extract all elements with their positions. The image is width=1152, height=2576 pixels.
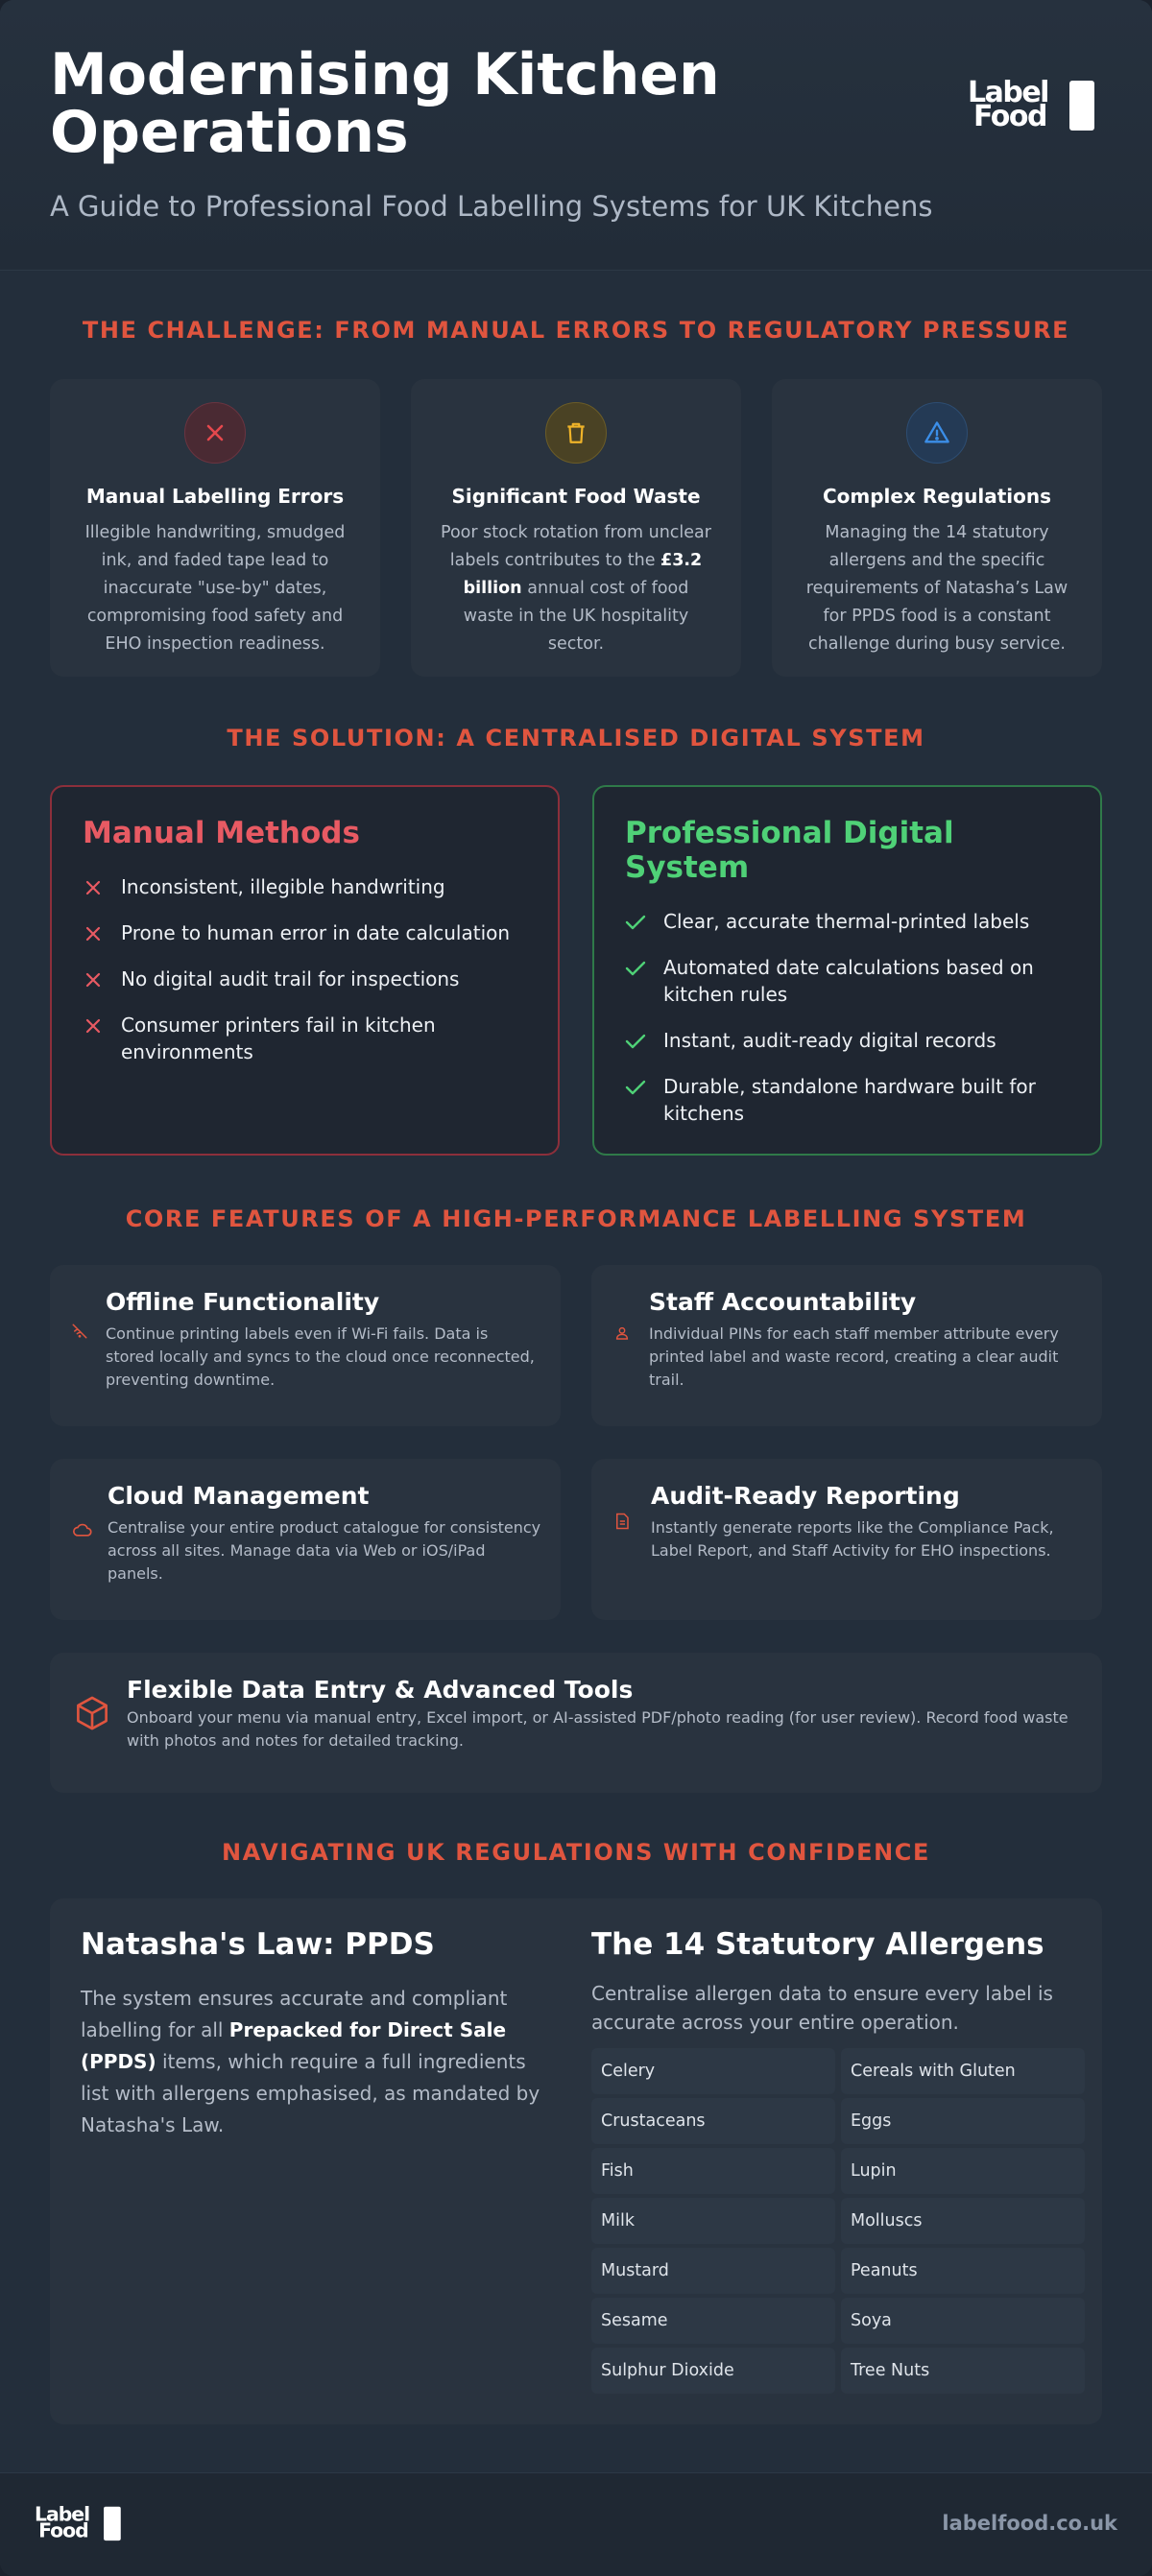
feature-text: Centralise your entire product catalogue for consistency across all sites. Manage data via Web or iOS/iPad panels. bbox=[108, 1518, 541, 1583]
warning-icon bbox=[906, 402, 968, 464]
list-item bbox=[83, 1012, 527, 1065]
natasha-law-text-part: The system ensures accurate and compliant labelling for all bbox=[81, 1987, 508, 2041]
header bbox=[0, 0, 1152, 271]
regulations-panel bbox=[50, 1898, 1102, 2424]
feature-text: Onboard your menu via manual entry, Excel import, or AI-assisted PDF/photo reading (for user review). Record food waste with photos and notes for detailed tracking. bbox=[127, 1708, 1068, 1750]
feature-title: Cloud Management bbox=[108, 1482, 370, 1510]
allergens-title: The 14 Statutory Allergens bbox=[591, 1927, 1044, 1962]
list-item bbox=[83, 919, 527, 946]
no-wifi-icon bbox=[71, 1323, 88, 1344]
logo-label-shape bbox=[1069, 81, 1094, 131]
list-item-text: Clear, accurate thermal-printed labels bbox=[663, 910, 1030, 933]
cross-icon bbox=[83, 925, 104, 942]
section-heading-challenge: THE CHALLENGE: FROM MANUAL ERRORS TO REGULATORY PRESSURE bbox=[82, 317, 1070, 344]
section-heading-solution: THE SOLUTION: A CENTRALISED DIGITAL SYSTEM bbox=[227, 725, 925, 751]
logo-label-shape bbox=[104, 2507, 121, 2540]
challenge-card-errors bbox=[50, 379, 380, 677]
allergen-item: Cereals with Gluten bbox=[841, 2048, 1085, 2094]
list-item-text: Inconsistent, illegible handwriting bbox=[121, 875, 445, 898]
manual-methods-card bbox=[50, 785, 560, 1156]
feature-title: Offline Functionality bbox=[106, 1288, 380, 1316]
list-item-text: Consumer printers fail in kitchen environments bbox=[121, 1014, 436, 1063]
allergen-item: Peanuts bbox=[841, 2248, 1085, 2294]
challenge-title: Complex Regulations bbox=[822, 485, 1052, 508]
challenge-text-part: annual cost of food waste in the UK hospitality sector. bbox=[463, 579, 689, 654]
digital-system-list bbox=[625, 908, 1069, 1127]
allergen-item: Eggs bbox=[841, 2098, 1085, 2144]
logo-text-food: Food bbox=[973, 100, 1046, 133]
section-heading-features: CORE FEATURES OF A HIGH-PERFORMANCE LABELLING SYSTEM bbox=[125, 1205, 1027, 1232]
challenge-title: Manual Labelling Errors bbox=[85, 485, 345, 508]
list-item-text: Prone to human error in date calculation bbox=[121, 921, 511, 944]
labelfood-logo bbox=[968, 77, 1094, 134]
challenge-text: Managing the 14 statutory allergens and the specific requirements of Natasha’s Law for PPDS food is a constant challenge during busy service. bbox=[805, 523, 1068, 654]
list-item bbox=[625, 1073, 1069, 1127]
challenge-card-waste bbox=[411, 379, 741, 677]
feature-text: Individual PINs for each staff member attribute every printed label and waste record, creating a clear audit trail. bbox=[649, 1324, 1059, 1389]
check-icon bbox=[625, 914, 646, 931]
user-icon bbox=[614, 1324, 630, 1346]
challenge-text: Illegible handwriting, smudged ink, and faded tape lead to inaccurate "use-by" dates, compromising food safety and EHO inspection readiness. bbox=[84, 523, 346, 654]
document-icon bbox=[614, 1513, 630, 1534]
trash-icon bbox=[545, 402, 607, 464]
allergen-item: Crustaceans bbox=[591, 2098, 835, 2144]
feature-title: Staff Accountability bbox=[649, 1288, 917, 1316]
list-item bbox=[83, 873, 527, 900]
list-item bbox=[625, 954, 1069, 1008]
allergen-item: Sesame bbox=[591, 2298, 835, 2344]
manual-methods-list bbox=[83, 873, 527, 1065]
challenge-text-part: Poor stock rotation from unclear labels contributes to the bbox=[441, 523, 711, 570]
cube-icon bbox=[75, 1695, 109, 1735]
challenge-title: Significant Food Waste bbox=[451, 485, 701, 508]
allergens-grid bbox=[591, 2048, 1085, 2394]
feature-card-cloud bbox=[50, 1459, 561, 1620]
feature-title: Audit-Ready Reporting bbox=[651, 1482, 960, 1510]
natasha-law-text bbox=[81, 1983, 551, 2141]
feature-card-reporting bbox=[591, 1459, 1102, 1620]
feature-card-accountability bbox=[591, 1265, 1102, 1426]
feature-card-data-entry bbox=[50, 1653, 1102, 1793]
footer bbox=[0, 2472, 1152, 2576]
natasha-law-text-part: items, which require a full ingredients list with allergens emphasised, as mandated by Natasha's Law. bbox=[81, 2050, 540, 2136]
feature-card-offline bbox=[50, 1265, 561, 1426]
allergen-item: Lupin bbox=[841, 2148, 1085, 2194]
check-icon bbox=[625, 960, 646, 977]
digital-system-card bbox=[592, 785, 1102, 1156]
logo-text-food: Food bbox=[38, 2519, 88, 2543]
section-heading-regulations: NAVIGATING UK REGULATIONS WITH CONFIDENCE bbox=[222, 1839, 930, 1866]
cloud-icon bbox=[73, 1522, 92, 1541]
list-item-text: Instant, audit-ready digital records bbox=[663, 1029, 996, 1052]
allergen-item: Celery bbox=[591, 2048, 835, 2094]
feature-title: Flexible Data Entry & Advanced Tools bbox=[127, 1676, 634, 1704]
challenge-text-highlight: £3.2 billion bbox=[463, 551, 703, 598]
allergen-item: Soya bbox=[841, 2298, 1085, 2344]
comparison bbox=[50, 785, 1102, 1156]
cross-icon bbox=[83, 1017, 104, 1035]
list-item bbox=[83, 966, 527, 992]
list-item-text: Automated date calculations based on kitchen rules bbox=[663, 956, 1034, 1006]
natasha-law-text-highlight: Prepacked for Direct Sale (PPDS) bbox=[81, 2018, 507, 2073]
footer-logo bbox=[35, 2504, 121, 2543]
natasha-law-title: Natasha's Law: PPDS bbox=[81, 1927, 435, 1962]
check-icon bbox=[625, 1079, 646, 1096]
cross-icon bbox=[83, 971, 104, 989]
allergen-item: Molluscs bbox=[841, 2198, 1085, 2244]
check-icon bbox=[625, 1033, 646, 1050]
allergen-item: Milk bbox=[591, 2198, 835, 2244]
x-icon bbox=[184, 402, 246, 464]
allergen-item: Mustard bbox=[591, 2248, 835, 2294]
list-item-text: No digital audit trail for inspections bbox=[121, 967, 460, 990]
digital-system-title: Professional Digital System bbox=[625, 816, 954, 885]
allergen-item: Tree Nuts bbox=[841, 2348, 1085, 2394]
feature-text: Instantly generate reports like the Compliance Pack, Label Report, and Staff Activity for EHO inspections. bbox=[651, 1518, 1054, 1560]
logo-text-label: Label bbox=[35, 2503, 90, 2527]
logo-text-label: Label bbox=[968, 76, 1048, 109]
challenge-text bbox=[438, 519, 714, 658]
list-item-text: Durable, standalone hardware built for kitchens bbox=[663, 1075, 1036, 1125]
cross-icon bbox=[83, 879, 104, 896]
feature-text: Continue printing labels even if Wi-Fi fails. Data is stored locally and syncs to the cloud once reconnected, preventing downtime. bbox=[106, 1324, 535, 1389]
page-subtitle: A Guide to Professional Food Labelling Systems for UK Kitchens bbox=[50, 190, 933, 223]
list-item bbox=[625, 1027, 1069, 1054]
challenge-card-regulations bbox=[772, 379, 1102, 677]
manual-methods-title: Manual Methods bbox=[83, 816, 360, 850]
website-link[interactable]: labelfood.co.uk bbox=[942, 2512, 1117, 2535]
allergens-intro: Centralise allergen data to ensure every label is accurate across your entire operation. bbox=[591, 1982, 1053, 2034]
challenge-cards bbox=[50, 379, 1102, 677]
page-title: Modernising Kitchen Operations bbox=[50, 41, 720, 166]
allergen-item: Sulphur Dioxide bbox=[591, 2348, 835, 2394]
allergen-item: Fish bbox=[591, 2148, 835, 2194]
list-item bbox=[625, 908, 1069, 935]
